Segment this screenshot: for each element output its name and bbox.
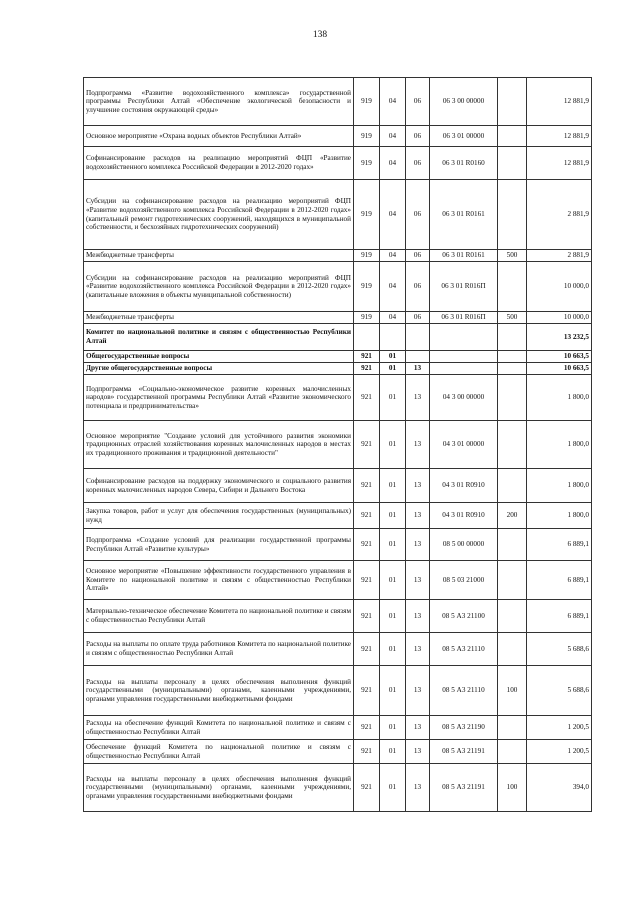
row-section-code: 04: [380, 312, 406, 324]
row-expense-type: [498, 529, 527, 561]
row-amount: 1 200,5: [527, 716, 592, 740]
table-row: [84, 421, 592, 469]
row-amount: 1 800,0: [527, 421, 592, 469]
row-name: Основное мероприятие «Повышение эффективности государственного управления в Комитете по национальной политике и связям с общественностью Республики Алтай»: [84, 561, 354, 600]
row-subsection-code: 13: [406, 363, 430, 375]
row-expense-type: 200: [498, 503, 527, 529]
row-amount: 1 200,5: [527, 740, 592, 764]
row-amount: 10 663,5: [527, 363, 592, 375]
row-ministry-code: 921: [354, 375, 380, 421]
row-ministry-code: 921: [354, 503, 380, 529]
row-section-code: 01: [380, 666, 406, 716]
table-row: [84, 666, 592, 716]
row-subsection-code: 06: [406, 126, 430, 147]
row-target-article: 04 3 01 00000: [430, 421, 498, 469]
row-expense-type: [498, 180, 527, 250]
row-target-article: 08 5 А3 21110: [430, 666, 498, 716]
table-row: [84, 740, 592, 764]
row-target-article: 08 5 А3 21191: [430, 740, 498, 764]
row-amount: 1 800,0: [527, 375, 592, 421]
table-row: [84, 147, 592, 180]
row-ministry-code: 921: [354, 561, 380, 600]
row-target-article: 06 3 01 R0161: [430, 180, 498, 250]
row-target-article: 06 3 01 R0160: [430, 147, 498, 180]
row-subsection-code: 13: [406, 503, 430, 529]
row-subsection-code: 06: [406, 78, 430, 126]
row-expense-type: 100: [498, 666, 527, 716]
row-expense-type: [498, 561, 527, 600]
row-name: Межбюджетные трансферты: [84, 312, 354, 324]
row-name: Софинансирование расходов на поддержку экономического и социального развития коренных малочисленных народов Севера, Сибири и Дальнего Востока: [84, 469, 354, 503]
row-name: Расходы на выплаты по оплате труда работников Комитета по национальной политике и связям с общественностью Республики Алтай: [84, 633, 354, 666]
row-ministry-code: 919: [354, 78, 380, 126]
row-subsection-code: 06: [406, 147, 430, 180]
table-row: [84, 764, 592, 812]
row-amount: 10 663,5: [527, 351, 592, 363]
row-amount: 12 881,9: [527, 147, 592, 180]
row-amount: 394,0: [527, 764, 592, 812]
table-row: [84, 126, 592, 147]
row-subsection-code: 13: [406, 740, 430, 764]
row-expense-type: [498, 633, 527, 666]
row-expense-type: [498, 375, 527, 421]
row-expense-type: 500: [498, 312, 527, 324]
row-section-code: 04: [380, 126, 406, 147]
row-amount: 10 000,0: [527, 262, 592, 312]
row-section-code: [380, 324, 406, 351]
row-ministry-code: 921: [354, 469, 380, 503]
row-section-code: 04: [380, 262, 406, 312]
row-section-code: 04: [380, 78, 406, 126]
table-row: [84, 312, 592, 324]
row-expense-type: [498, 147, 527, 180]
row-target-article: 08 5 00 00000: [430, 529, 498, 561]
table-row: [84, 633, 592, 666]
table-row: [84, 180, 592, 250]
row-name: Комитет по национальной политике и связям с общественностью Республики Алтай: [84, 324, 354, 351]
row-subsection-code: 13: [406, 421, 430, 469]
row-target-article: [430, 324, 498, 351]
table-row: [84, 716, 592, 740]
row-amount: 5 688,6: [527, 666, 592, 716]
page-number: 138: [312, 30, 328, 40]
row-target-article: 06 3 01 R016П: [430, 312, 498, 324]
table-row: [84, 324, 592, 351]
row-name: Расходы на выплаты персоналу в целях обеспечения выполнения функций государственными (муниципальными) органами, казенными учреждениями, органами управления государственными внебюджетными фондами: [84, 764, 354, 812]
row-ministry-code: 919: [354, 312, 380, 324]
row-expense-type: [498, 324, 527, 351]
table-row: [84, 503, 592, 529]
row-section-code: 01: [380, 764, 406, 812]
row-subsection-code: 06: [406, 262, 430, 312]
row-section-code: 04: [380, 250, 406, 262]
row-subsection-code: 13: [406, 529, 430, 561]
row-target-article: 08 5 А3 21110: [430, 633, 498, 666]
row-amount: 10 000,0: [527, 312, 592, 324]
row-section-code: 01: [380, 363, 406, 375]
row-expense-type: [498, 421, 527, 469]
table-row: [84, 600, 592, 633]
table-row: [84, 529, 592, 561]
table-row: [84, 375, 592, 421]
row-target-article: 04 3 00 00000: [430, 375, 498, 421]
row-expense-type: [498, 740, 527, 764]
row-section-code: 01: [380, 716, 406, 740]
row-section-code: 01: [380, 600, 406, 633]
row-subsection-code: 13: [406, 375, 430, 421]
row-expense-type: 500: [498, 250, 527, 262]
row-amount: 6 889,1: [527, 561, 592, 600]
row-ministry-code: 921: [354, 351, 380, 363]
row-expense-type: [498, 351, 527, 363]
row-ministry-code: 921: [354, 764, 380, 812]
row-section-code: 01: [380, 421, 406, 469]
row-expense-type: [498, 126, 527, 147]
row-expense-type: [498, 469, 527, 503]
row-section-code: 01: [380, 503, 406, 529]
row-amount: 1 800,0: [527, 469, 592, 503]
row-amount: 13 232,5: [527, 324, 592, 351]
row-target-article: 08 5 А3 21190: [430, 716, 498, 740]
row-target-article: 06 3 01 R0161: [430, 250, 498, 262]
row-ministry-code: 921: [354, 363, 380, 375]
row-name: Расходы на обеспечение функций Комитета по национальной политике и связям с общественностью Республики Алтай: [84, 716, 354, 740]
row-ministry-code: 919: [354, 180, 380, 250]
row-subsection-code: 13: [406, 600, 430, 633]
row-ministry-code: 921: [354, 600, 380, 633]
row-name: Основное мероприятие "Создание условий для устойчивого развития экономики традиционных отраслей хозяйствования коренных малочисленных народов в местах их традиционного проживания и традиционной деятельности": [84, 421, 354, 469]
row-target-article: 06 3 01 R016П: [430, 262, 498, 312]
row-amount: 2 881,9: [527, 180, 592, 250]
row-target-article: 08 5 А3 21100: [430, 600, 498, 633]
row-subsection-code: 06: [406, 250, 430, 262]
row-target-article: [430, 363, 498, 375]
table-row: [84, 363, 592, 375]
row-name: Основное мероприятие «Охрана водных объектов Республики Алтай»: [84, 126, 354, 147]
row-subsection-code: 13: [406, 469, 430, 503]
row-section-code: 04: [380, 180, 406, 250]
row-name: Обеспечение функций Комитета по национальной политике и связям с общественностью Республики Алтай: [84, 740, 354, 764]
row-name: Субсидии на софинансирование расходов на реализацию мероприятий ФЦП «Развитие водохозяйственного комплекса Российской Федерации в 2012-2020 годах» (капитальные вложения в объекты муниципальной собственности): [84, 262, 354, 312]
table-row: [84, 469, 592, 503]
row-name: Подпрограмма «Развитие водохозяйственного комплекса» государственной программы Республики Алтай «Обеспечение экологической безопасности и улучшение состояния окружающей среды»: [84, 78, 354, 126]
row-name: Подпрограмма «Создание условий для реализации государственной программы Республики Алтай «Развитие культуры»: [84, 529, 354, 561]
row-target-article: 06 3 01 00000: [430, 126, 498, 147]
table-row: [84, 351, 592, 363]
row-ministry-code: 921: [354, 716, 380, 740]
row-section-code: 01: [380, 375, 406, 421]
row-section-code: 01: [380, 561, 406, 600]
table-body: [84, 78, 592, 812]
row-target-article: 04 3 01 R0910: [430, 469, 498, 503]
row-amount: 2 881,9: [527, 250, 592, 262]
row-name: Другие общегосударственные вопросы: [84, 363, 354, 375]
row-ministry-code: 921: [354, 740, 380, 764]
row-expense-type: [498, 78, 527, 126]
row-target-article: 04 3 01 R0910: [430, 503, 498, 529]
row-ministry-code: 921: [354, 633, 380, 666]
budget-table: [83, 77, 592, 812]
row-expense-type: [498, 363, 527, 375]
row-ministry-code: 921: [354, 421, 380, 469]
row-ministry-code: 919: [354, 250, 380, 262]
row-section-code: 01: [380, 633, 406, 666]
row-ministry-code: 919: [354, 147, 380, 180]
row-section-code: 01: [380, 469, 406, 503]
table-row: [84, 78, 592, 126]
row-subsection-code: [406, 324, 430, 351]
row-amount: 12 881,9: [527, 78, 592, 126]
row-amount: 1 800,0: [527, 503, 592, 529]
row-name: Закупка товаров, работ и услуг для обеспечения государственных (муниципальных) нужд: [84, 503, 354, 529]
row-expense-type: [498, 716, 527, 740]
row-target-article: [430, 351, 498, 363]
row-ministry-code: 919: [354, 126, 380, 147]
row-ministry-code: [354, 324, 380, 351]
row-subsection-code: 13: [406, 716, 430, 740]
row-amount: 12 881,9: [527, 126, 592, 147]
row-name: Материально-техническое обеспечение Комитета по национальной политике и связям с общественностью Республики Алтай: [84, 600, 354, 633]
row-ministry-code: 921: [354, 529, 380, 561]
row-expense-type: 100: [498, 764, 527, 812]
row-ministry-code: 921: [354, 666, 380, 716]
row-section-code: 04: [380, 147, 406, 180]
row-name: Подпрограмма «Социально-экономическое развитие коренных малочисленных народов» государственной программы Республики Алтай «Развитие экономического потенциала и предпринимательства»: [84, 375, 354, 421]
row-target-article: 08 5 А3 21191: [430, 764, 498, 812]
row-name: Расходы на выплаты персоналу в целях обеспечения выполнения функций государственными (муниципальными) органами, казенными учреждениями, органами управления государственными внебюджетными фондами: [84, 666, 354, 716]
table-row: [84, 561, 592, 600]
row-subsection-code: 13: [406, 666, 430, 716]
table-row: [84, 250, 592, 262]
row-name: Межбюджетные трансферты: [84, 250, 354, 262]
row-target-article: 08 5 03 21000: [430, 561, 498, 600]
row-subsection-code: 06: [406, 180, 430, 250]
row-amount: 5 688,6: [527, 633, 592, 666]
row-name: Общегосударственные вопросы: [84, 351, 354, 363]
row-ministry-code: 919: [354, 262, 380, 312]
row-name: Софинансирование расходов на реализацию мероприятий ФЦП «Развитие водохозяйственного комплекса Российской Федерации в 2012-2020 годах»: [84, 147, 354, 180]
row-subsection-code: [406, 351, 430, 363]
row-amount: 6 889,1: [527, 529, 592, 561]
row-amount: 6 889,1: [527, 600, 592, 633]
table-row: [84, 262, 592, 312]
row-section-code: 01: [380, 351, 406, 363]
row-expense-type: [498, 262, 527, 312]
row-subsection-code: 13: [406, 764, 430, 812]
row-target-article: 06 3 00 00000: [430, 78, 498, 126]
row-section-code: 01: [380, 529, 406, 561]
row-section-code: 01: [380, 740, 406, 764]
row-name: Субсидии на софинансирование расходов на реализацию мероприятий ФЦП «Развитие водохозяйственного комплекса Российской Федерации в 2012-2020 годах» (капитальный ремонт гидротехнических сооружений, находящихся в муниципальной собственности, и бесхозяйных гидротехнических сооружений): [84, 180, 354, 250]
row-subsection-code: 13: [406, 561, 430, 600]
row-subsection-code: 13: [406, 633, 430, 666]
row-expense-type: [498, 600, 527, 633]
row-subsection-code: 06: [406, 312, 430, 324]
